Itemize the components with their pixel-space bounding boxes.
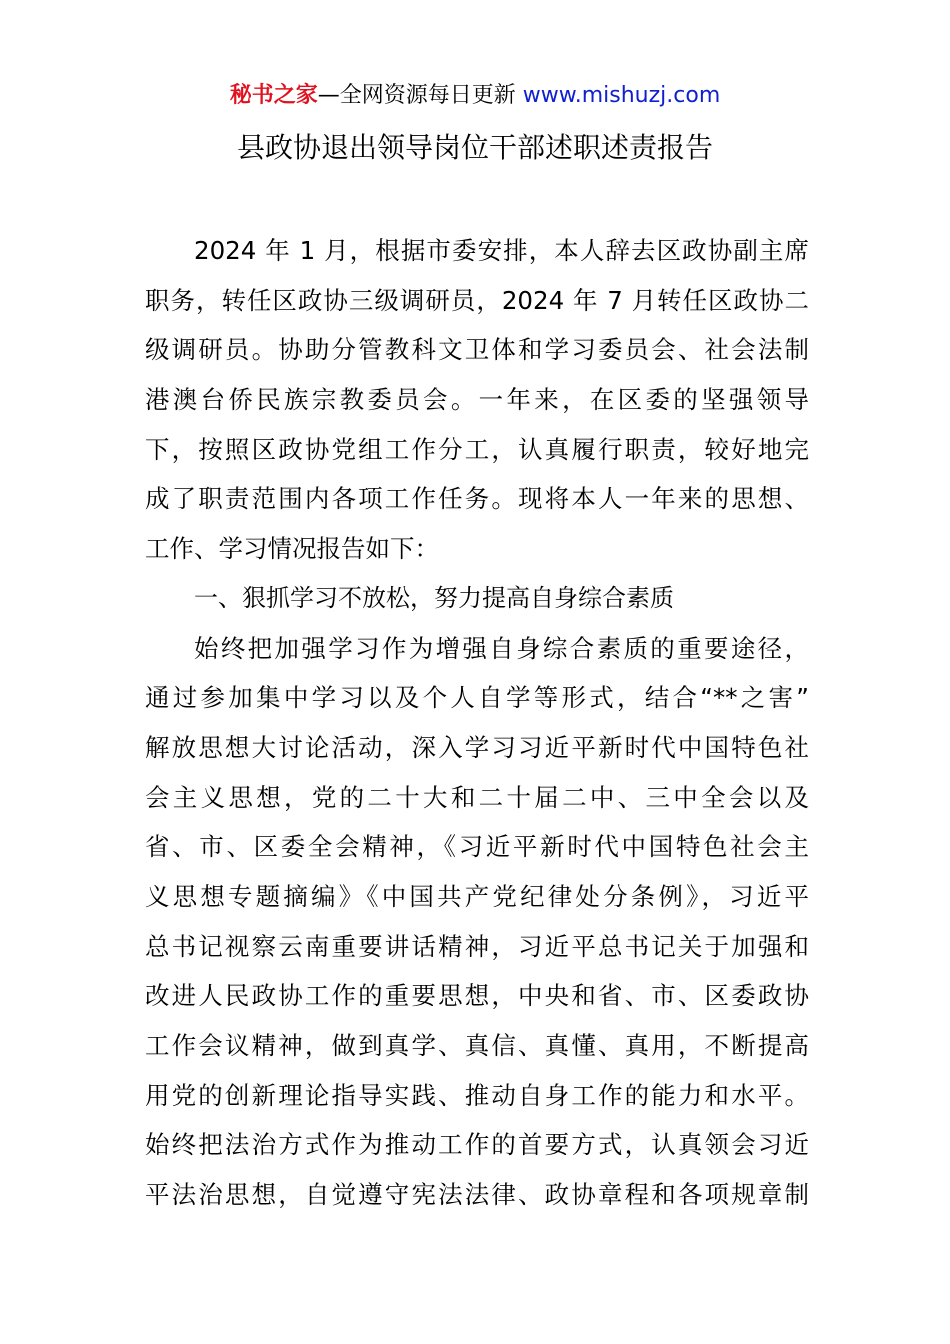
document-title: 县政协退出领导岗位干部述职述责报告 xyxy=(236,131,713,164)
site-banner xyxy=(0,80,950,112)
paragraph-line: 工作、学习情况报告如下： xyxy=(145,534,439,564)
paragraph-line: 通过参加集中学习以及个人自学等形式，结合“**之害” xyxy=(145,683,809,713)
paragraph-line: 解放思想大讨论活动，深入学习习近平新时代中国特色社 xyxy=(145,732,809,762)
paragraph-line: 始终把加强学习作为增强自身综合素质的重要途径， xyxy=(194,633,809,663)
paragraph-line: 职务，转任区政协三级调研员，2024 年 7 月转任区政协二 xyxy=(145,285,809,315)
paragraph-line: 平法治思想，自觉遵守宪法法律、政协章程和各项规章制 xyxy=(145,1180,809,1210)
site-url-link[interactable]: www.mishuzj.com xyxy=(522,83,721,108)
paragraph-line: 始终把法治方式作为推动工作的首要方式，认真领会习近 xyxy=(145,1130,809,1160)
section-heading: 一、狠抓学习不放松，努力提高自身综合素质 xyxy=(194,583,674,612)
paragraph-line: 总书记视察云南重要讲话精神，习近平总书记关于加强和 xyxy=(145,931,809,961)
paragraph-line: 成了职责范围内各项工作任务。现将本人一年来的思想、 xyxy=(145,484,809,514)
paragraph-line: 下，按照区政协党组工作分工，认真履行职责，较好地完 xyxy=(145,434,809,464)
paragraph-line: 省、市、区委全会精神，《习近平新时代中国特色社会主 xyxy=(145,832,809,862)
banner-slogan: —全网资源每日更新 xyxy=(317,83,516,108)
document-body xyxy=(145,226,809,1220)
paragraph-line: 用党的创新理论指导实践、推动自身工作的能力和水平。 xyxy=(145,1080,809,1110)
paragraph-line: 改进人民政协工作的重要思想，中央和省、市、区委政协 xyxy=(145,981,809,1011)
paragraph-line: 会主义思想，党的二十大和二十届二中、三中全会以及 xyxy=(145,782,809,812)
brand-name: 秘书之家 xyxy=(229,83,318,108)
paragraph-line: 义思想专题摘编》《中国共产党纪律处分条例》，习近平 xyxy=(145,881,809,911)
paragraph-line: 工作会议精神，做到真学、真信、真懂、真用，不断提高 xyxy=(145,1031,809,1060)
paragraph-line: 港澳台侨民族宗教委员会。一年来，在区委的坚强领导 xyxy=(145,385,809,415)
paragraph-line: 级调研员。协助分管教科文卫体和学习委员会、社会法制 xyxy=(145,335,809,365)
paragraph-line: 2024 年 1 月，根据市委安排，本人辞去区政协副主席 xyxy=(194,236,809,265)
